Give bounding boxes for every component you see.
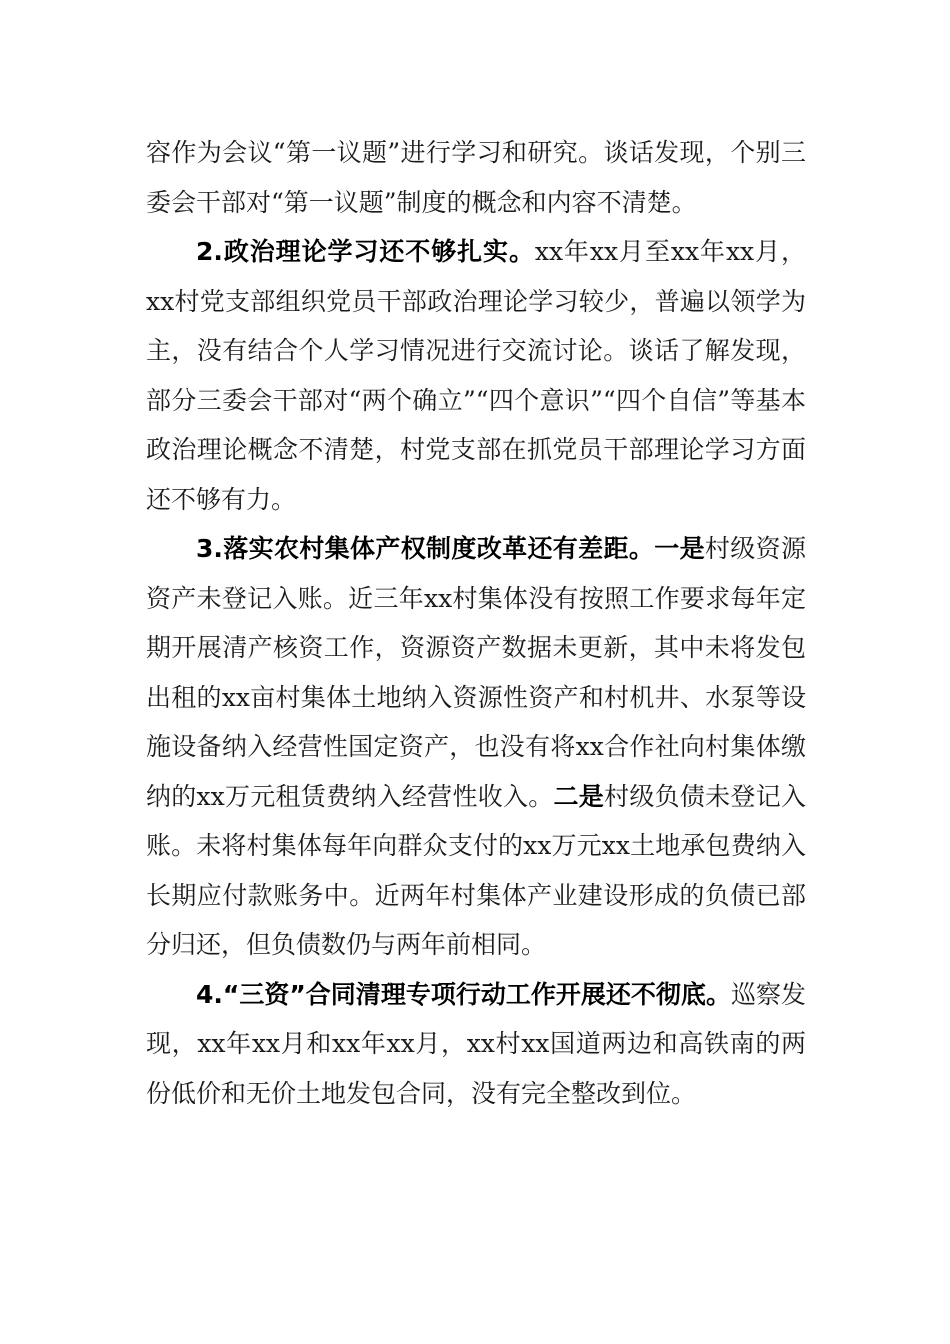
- paragraph-text: 村级负债未登记入账。未将村集体每年向群众支付的xx万元xx土地承包费纳入长期应付款账务中。近两年村集体产业建设形成的负债已部分归还，但负债数仍与两年前相同。: [146, 781, 806, 959]
- paragraph-text: 村级资源资产未登记入账。近三年xx村集体没有按照工作要求每年定期开展清产核资工作，资源资产数据未更新，其中未将发包出租的xx亩村集体土地纳入资源性资产和村机井、水泵等设施设备纳入经营性国定资产，也没有将xx合作社向村集体缴纳的xx万元租赁费纳入经营性收入。: [146, 534, 806, 811]
- paragraph-text: 巡察发现，xx年xx月和xx年xx月，xx村xx国道两边和高铁南的两份低价和无价土地发包合同，没有完全整改到位。: [146, 979, 806, 1108]
- point-marker-second: 二是: [553, 781, 605, 811]
- paragraph-text: xx年xx月至xx年xx月，xx村党支部组织党员干部政治理论学习较少，普遍以领学为主，没有结合个人学习情况进行交流讨论。谈话了解发现，部分三委会干部对“两个确立”“四个意识”“四个自信”等基本政治理论概念不清楚，村党支部在抓党员干部理论学习方面还不够有力。: [146, 237, 806, 514]
- document-body: [146, 128, 806, 1118]
- paragraph-property-reform: [146, 524, 806, 970]
- paragraph-text: 容作为会议“第一议题”进行学习和研究。谈话发现，个别三委会干部对“第一议题”制度的概念和内容不清楚。: [146, 138, 806, 217]
- paragraph-heading: 3.落实农村集体产权制度改革还有差距。: [196, 534, 655, 563]
- paragraph-political-study: [146, 227, 806, 524]
- paragraph-heading: 2.政治理论学习还不够扎实。: [196, 237, 535, 266]
- point-marker-first: 一是: [654, 534, 705, 563]
- paragraph-heading: 4.“三资”合同清理专项行动工作开展还不彻底。: [196, 979, 731, 1009]
- paragraph-contract-cleanup: [146, 970, 806, 1119]
- paragraph-continuation: [146, 128, 806, 227]
